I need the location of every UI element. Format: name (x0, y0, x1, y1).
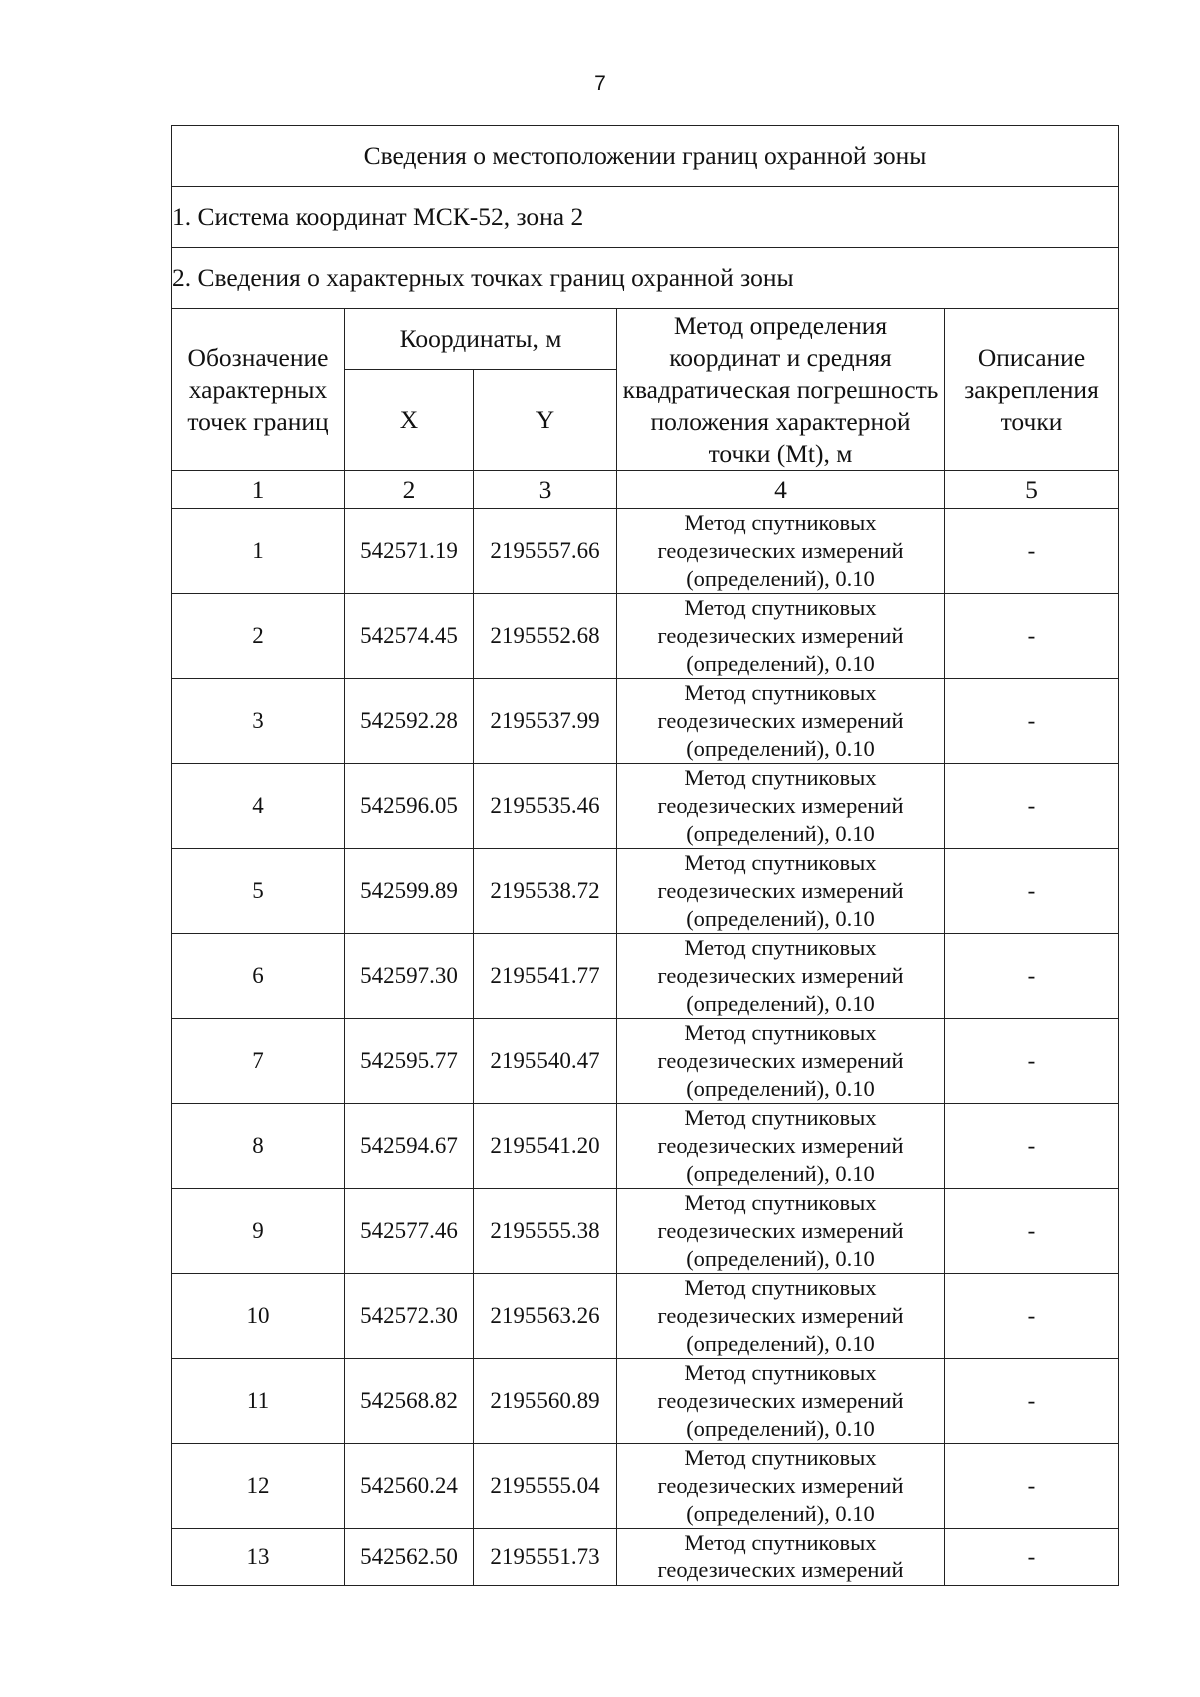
x-coordinate-cell: 542562.50 (345, 1529, 474, 1586)
point-id-cell: 1 (172, 509, 345, 594)
header-method: Метод определения координат и средняя квадратическая погрешность положения характерной точки (Mt), м (617, 309, 945, 471)
description-cell: - (945, 679, 1119, 764)
method-cell: Метод спутниковых геодезических измерений (определений), 0.10 (617, 934, 945, 1019)
column-number: 4 (617, 471, 945, 509)
table-row (172, 764, 1119, 849)
coordinate-system-text: 1. Система координат МСК-52, зона 2 (172, 187, 1119, 248)
table-title: Сведения о местоположении границ охранной зоны (172, 126, 1119, 187)
point-id-cell: 11 (172, 1359, 345, 1444)
table-row (172, 594, 1119, 679)
x-coordinate-cell: 542596.05 (345, 764, 474, 849)
point-id-cell: 2 (172, 594, 345, 679)
method-cell: Метод спутниковых геодезических измерений (определений), 0.10 (617, 1189, 945, 1274)
y-coordinate-cell: 2195552.68 (474, 594, 617, 679)
description-cell: - (945, 1359, 1119, 1444)
table-row (172, 1019, 1119, 1104)
point-id-cell: 4 (172, 764, 345, 849)
description-cell: - (945, 1529, 1119, 1586)
x-coordinate-cell: 542574.45 (345, 594, 474, 679)
table-row (172, 1359, 1119, 1444)
method-cell: Метод спутниковых геодезических измерений (определений), 0.10 (617, 1274, 945, 1359)
coordinate-system-row (172, 187, 1119, 248)
method-cell: Метод спутниковых геодезических измерений (определений), 0.10 (617, 1019, 945, 1104)
description-cell: - (945, 849, 1119, 934)
table-title-row (172, 126, 1119, 187)
header-y: Y (474, 370, 617, 471)
point-id-cell: 9 (172, 1189, 345, 1274)
x-coordinate-cell: 542571.19 (345, 509, 474, 594)
y-coordinate-cell: 2195557.66 (474, 509, 617, 594)
y-coordinate-cell: 2195551.73 (474, 1529, 617, 1586)
table-row (172, 509, 1119, 594)
method-cell: Метод спутниковых геодезических измерений (определений), 0.10 (617, 1444, 945, 1529)
description-cell: - (945, 509, 1119, 594)
method-cell: Метод спутниковых геодезических измерений (определений), 0.10 (617, 764, 945, 849)
column-numbers-row (172, 471, 1119, 509)
header-designation: Обозначение характерных точек границ (172, 309, 345, 471)
method-cell: Метод спутниковых геодезических измерений (определений), 0.10 (617, 679, 945, 764)
table-row (172, 1189, 1119, 1274)
table-row (172, 849, 1119, 934)
point-id-cell: 7 (172, 1019, 345, 1104)
table-row (172, 1444, 1119, 1529)
page-number: 7 (594, 72, 606, 95)
table-row (172, 1274, 1119, 1359)
description-cell: - (945, 594, 1119, 679)
header-row-1 (172, 309, 1119, 370)
x-coordinate-cell: 542560.24 (345, 1444, 474, 1529)
y-coordinate-cell: 2195535.46 (474, 764, 617, 849)
method-cell: Метод спутниковых геодезических измерений (определений), 0.10 (617, 1359, 945, 1444)
description-cell: - (945, 1104, 1119, 1189)
point-id-cell: 8 (172, 1104, 345, 1189)
description-cell: - (945, 1019, 1119, 1104)
points-info-text: 2. Сведения о характерных точках границ охранной зоны (172, 248, 1119, 309)
description-cell: - (945, 1189, 1119, 1274)
y-coordinate-cell: 2195541.77 (474, 934, 617, 1019)
method-cell: Метод спутниковых геодезических измерений (определений), 0.10 (617, 1104, 945, 1189)
column-number: 2 (345, 471, 474, 509)
method-cell: Метод спутниковых геодезических измерений (определений), 0.10 (617, 594, 945, 679)
header-x: X (345, 370, 474, 471)
header-description: Описание закрепления точки (945, 309, 1119, 471)
description-cell: - (945, 764, 1119, 849)
description-cell: - (945, 1444, 1119, 1529)
method-cell: Метод спутниковых геодезических измерений (определений), 0.10 (617, 509, 945, 594)
x-coordinate-cell: 542572.30 (345, 1274, 474, 1359)
point-id-cell: 10 (172, 1274, 345, 1359)
point-id-cell: 5 (172, 849, 345, 934)
x-coordinate-cell: 542595.77 (345, 1019, 474, 1104)
y-coordinate-cell: 2195555.04 (474, 1444, 617, 1529)
description-cell: - (945, 1274, 1119, 1359)
x-coordinate-cell: 542568.82 (345, 1359, 474, 1444)
method-cell: Метод спутниковых геодезических измерений (617, 1529, 945, 1586)
table-row (172, 679, 1119, 764)
y-coordinate-cell: 2195541.20 (474, 1104, 617, 1189)
method-cell: Метод спутниковых геодезических измерений (определений), 0.10 (617, 849, 945, 934)
y-coordinate-cell: 2195560.89 (474, 1359, 617, 1444)
y-coordinate-cell: 2195563.26 (474, 1274, 617, 1359)
header-coordinates: Координаты, м (345, 309, 617, 370)
column-number: 1 (172, 471, 345, 509)
column-number: 3 (474, 471, 617, 509)
boundary-points-table (171, 125, 1119, 1586)
table-row (172, 1529, 1119, 1586)
x-coordinate-cell: 542599.89 (345, 849, 474, 934)
x-coordinate-cell: 542594.67 (345, 1104, 474, 1189)
points-info-row (172, 248, 1119, 309)
y-coordinate-cell: 2195538.72 (474, 849, 617, 934)
table-row (172, 934, 1119, 1019)
point-id-cell: 3 (172, 679, 345, 764)
point-id-cell: 6 (172, 934, 345, 1019)
point-id-cell: 12 (172, 1444, 345, 1529)
x-coordinate-cell: 542577.46 (345, 1189, 474, 1274)
y-coordinate-cell: 2195555.38 (474, 1189, 617, 1274)
x-coordinate-cell: 542592.28 (345, 679, 474, 764)
x-coordinate-cell: 542597.30 (345, 934, 474, 1019)
table-row (172, 1104, 1119, 1189)
point-id-cell: 13 (172, 1529, 345, 1586)
description-cell: - (945, 934, 1119, 1019)
column-number: 5 (945, 471, 1119, 509)
y-coordinate-cell: 2195537.99 (474, 679, 617, 764)
y-coordinate-cell: 2195540.47 (474, 1019, 617, 1104)
